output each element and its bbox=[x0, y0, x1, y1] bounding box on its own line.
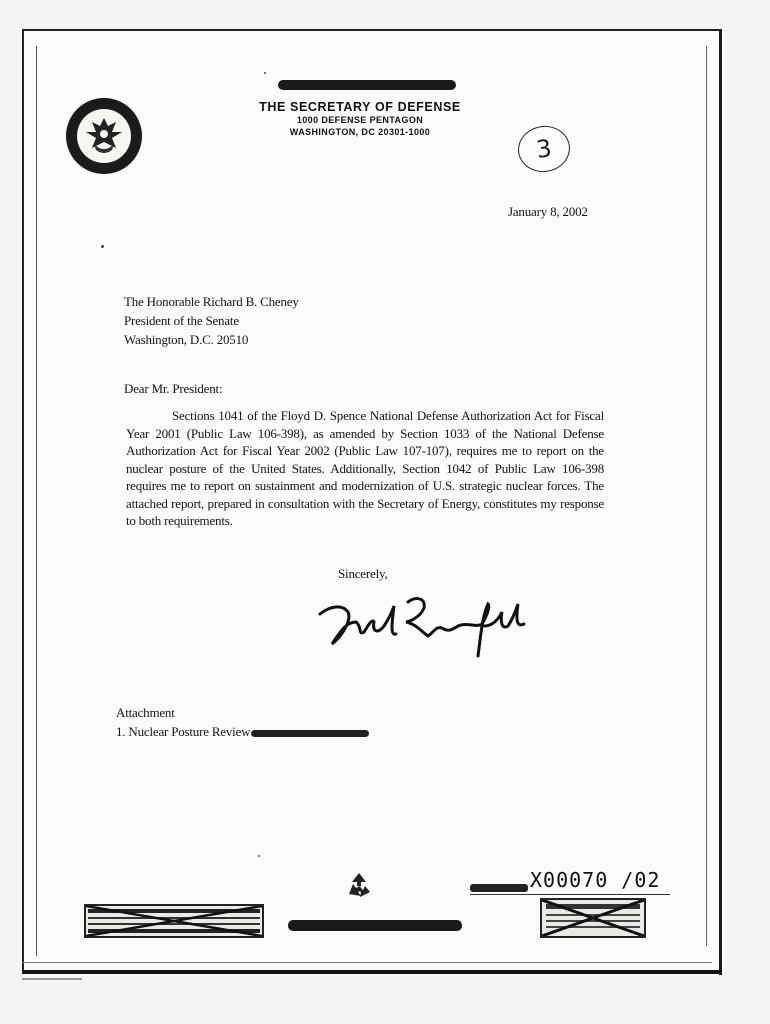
classification-marking-bottom bbox=[288, 920, 462, 931]
circled-page-number: 3 bbox=[515, 123, 573, 176]
cross-out-mark-icon bbox=[542, 900, 644, 936]
signature bbox=[312, 592, 552, 662]
addressee-block bbox=[124, 292, 299, 349]
body-paragraph: Sections 1041 of the Floyd D. Spence National Defense Authorization Act for Fiscal Year 2001 (Public Law 106-398), as amended by Section 1033 of the National Defense Authorization Act for Fiscal Year 2002 (Public Law 107-107), requires me to report on the nuclear posture of the United States. Additionally, Section 1042 of Public Law 106-398 requires me to report on sustainment and modernization of U.S. strategic nuclear forces. The attached report, prepared in consultation with the Secretary of Energy, constitutes my response to both requirements. bbox=[126, 408, 604, 528]
classification-marking-top bbox=[278, 80, 456, 90]
control-prefix-redaction bbox=[470, 884, 528, 892]
attachment-item-text: 1. Nuclear Posture Review bbox=[116, 724, 251, 739]
page-border-inner-right bbox=[706, 46, 707, 946]
control-number-underline bbox=[470, 894, 670, 895]
letterhead-title: THE SECRETARY OF DEFENSE bbox=[259, 100, 461, 114]
scan-speck bbox=[258, 855, 260, 857]
salutation: Dear Mr. President: bbox=[124, 381, 223, 396]
page-border-top bbox=[22, 29, 722, 31]
page-border-inner-left bbox=[36, 46, 37, 956]
attachment-item bbox=[116, 722, 369, 741]
letterhead bbox=[200, 100, 520, 138]
scan-speck bbox=[101, 245, 104, 248]
dod-seal-icon bbox=[64, 96, 144, 176]
addressee-title: President of the Senate bbox=[124, 313, 239, 328]
scan-artifact bbox=[22, 978, 82, 980]
page-border-left bbox=[22, 30, 24, 974]
page-border-right bbox=[719, 30, 722, 975]
declassification-stamp-left bbox=[84, 904, 264, 938]
letter-date: January 8, 2002 bbox=[508, 204, 588, 219]
page-border-bottom bbox=[22, 970, 722, 974]
control-number: X00070 /02 bbox=[530, 868, 661, 892]
recycle-icon bbox=[344, 870, 374, 900]
letterhead-address-line2: WASHINGTON, DC 20301-1000 bbox=[289, 127, 431, 137]
scan-speck bbox=[264, 72, 266, 74]
attachment-block bbox=[116, 703, 369, 741]
letter-body bbox=[126, 407, 604, 530]
letterhead-address-line1: 1000 DEFENSE PENTAGON bbox=[296, 115, 424, 125]
cross-out-mark-icon bbox=[86, 906, 262, 936]
page-border-bottom-inner bbox=[22, 962, 712, 963]
closing: Sincerely, bbox=[338, 566, 388, 581]
attachment-heading: Attachment bbox=[116, 705, 175, 720]
addressee-name: The Honorable Richard B. Cheney bbox=[124, 294, 299, 309]
attachment-classification-redaction bbox=[251, 730, 369, 737]
addressee-city: Washington, D.C. 20510 bbox=[124, 332, 249, 347]
declassification-stamp-right bbox=[540, 898, 646, 938]
